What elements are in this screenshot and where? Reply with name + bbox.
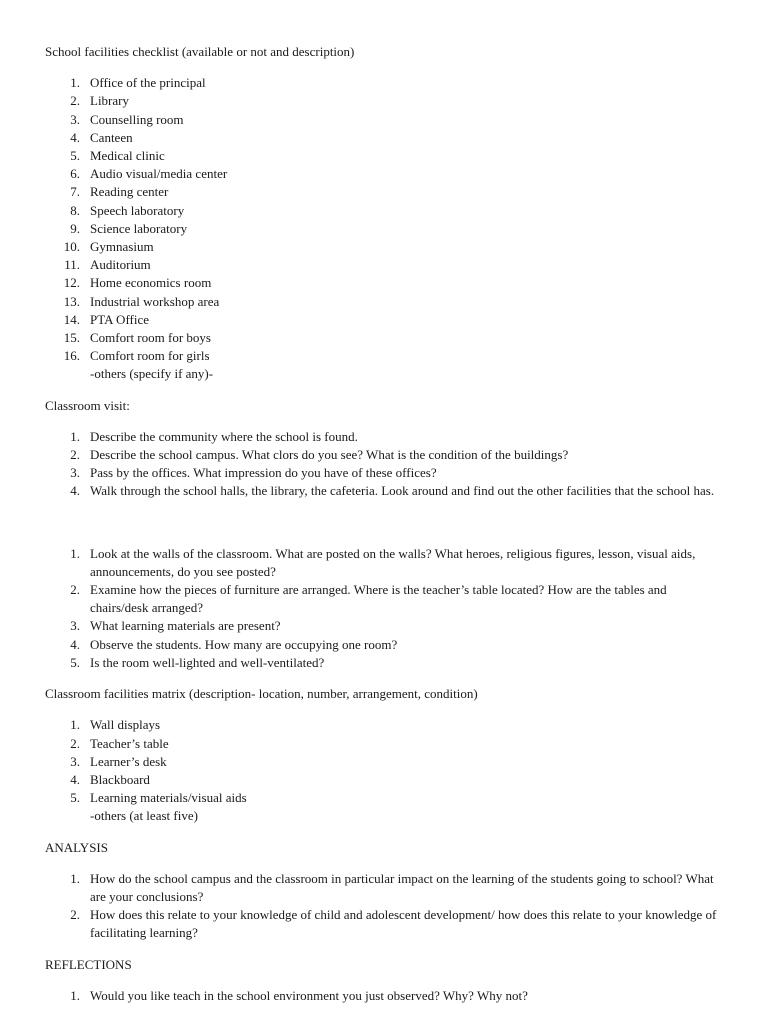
list-item: 7. Reading center bbox=[70, 184, 169, 200]
list-item: 15. Comfort room for boys bbox=[63, 330, 211, 346]
list-item: 4. Blackboard bbox=[70, 771, 150, 787]
list-item: 1. How do the school campus and the classroom in particular impact on the learning of the students going to school? What are your conclusions? bbox=[70, 870, 714, 904]
list-item: 2. Describe the school campus. What clors do you see? What is the condition of the buildings? bbox=[70, 447, 569, 463]
list-item: 3. Pass by the offices. What impression do you have of these offices? bbox=[70, 465, 437, 481]
list-item: 1. Look at the walls of the classroom. What are posted on the walls? What heroes, religious figures, lesson, visual aids, announcements, do you see posted? bbox=[70, 545, 696, 579]
list-item: 12. Home economics room bbox=[63, 275, 212, 291]
list-item: 5. Is the room well-lighted and well-ventilated? bbox=[70, 654, 325, 670]
list-item: 1. Wall displays bbox=[70, 717, 161, 733]
reflections-list bbox=[45, 987, 728, 1005]
list-item: 2. How does this relate to your knowledge of child and adolescent development/ how does this relate to your knowledge of facilitating learning? bbox=[70, 907, 717, 941]
list-item: 2. Examine how the pieces of furniture are arranged. Where is the teacher’s table located? How are the tables and chairs/desk arranged? bbox=[70, 582, 667, 616]
list-item: 5. Medical clinic bbox=[70, 148, 165, 164]
list-item: 3. Learner’s desk bbox=[70, 753, 167, 769]
facilities-checklist bbox=[45, 74, 728, 365]
list-item: 4. Observe the students. How many are occupying one room? bbox=[70, 636, 398, 652]
list-item: 5. Learning materials/visual aids bbox=[70, 790, 247, 806]
list-item: 10. Gymnasium bbox=[63, 239, 154, 255]
list-item: 4. Canteen bbox=[70, 129, 133, 145]
list-item: 11. Auditorium bbox=[64, 257, 151, 273]
list-item: 3. Counselling room bbox=[70, 111, 184, 127]
list-item: 8. Speech laboratory bbox=[70, 202, 185, 218]
list-item: 14. PTA Office bbox=[63, 311, 150, 327]
classroom-visit-list bbox=[45, 428, 728, 501]
list-item: 16. Comfort room for girls bbox=[63, 348, 210, 364]
analysis-heading: ANALYSIS bbox=[45, 839, 108, 855]
list-item: 9. Science laboratory bbox=[70, 220, 188, 236]
classroom-visit-heading: Classroom visit: bbox=[45, 397, 130, 413]
analysis-list bbox=[45, 870, 728, 943]
facilities-matrix-heading: Classroom facilities matrix (description- location, number, arrangement, condition) bbox=[45, 686, 478, 702]
list-item: 1. Describe the community where the school is found. bbox=[70, 428, 358, 444]
list-item: 13. Industrial workshop area bbox=[63, 293, 220, 309]
others-note: -others (specify if any)- bbox=[90, 366, 214, 382]
list-item: 1. Would you like teach in the school environment you just observed? Why? Why not? bbox=[70, 987, 528, 1003]
list-item: 3. What learning materials are present? bbox=[70, 618, 281, 634]
reflections-heading: REFLECTIONS bbox=[45, 956, 132, 972]
list-item: 1. Office of the principal bbox=[70, 75, 206, 91]
facilities-matrix-list bbox=[45, 716, 728, 807]
others-note: -others (at least five) bbox=[90, 808, 198, 824]
list-item: 2. Library bbox=[70, 93, 129, 109]
list-item: 6. Audio visual/media center bbox=[70, 166, 228, 182]
classroom-observation-list bbox=[45, 545, 728, 672]
list-item: 2. Teacher’s table bbox=[70, 735, 169, 751]
facilities-checklist-heading: School facilities checklist (available or not and description) bbox=[45, 44, 355, 59]
list-item: 4. Walk through the school halls, the library, the cafeteria. Look around and find out the other facilities that the school has. bbox=[70, 483, 715, 499]
